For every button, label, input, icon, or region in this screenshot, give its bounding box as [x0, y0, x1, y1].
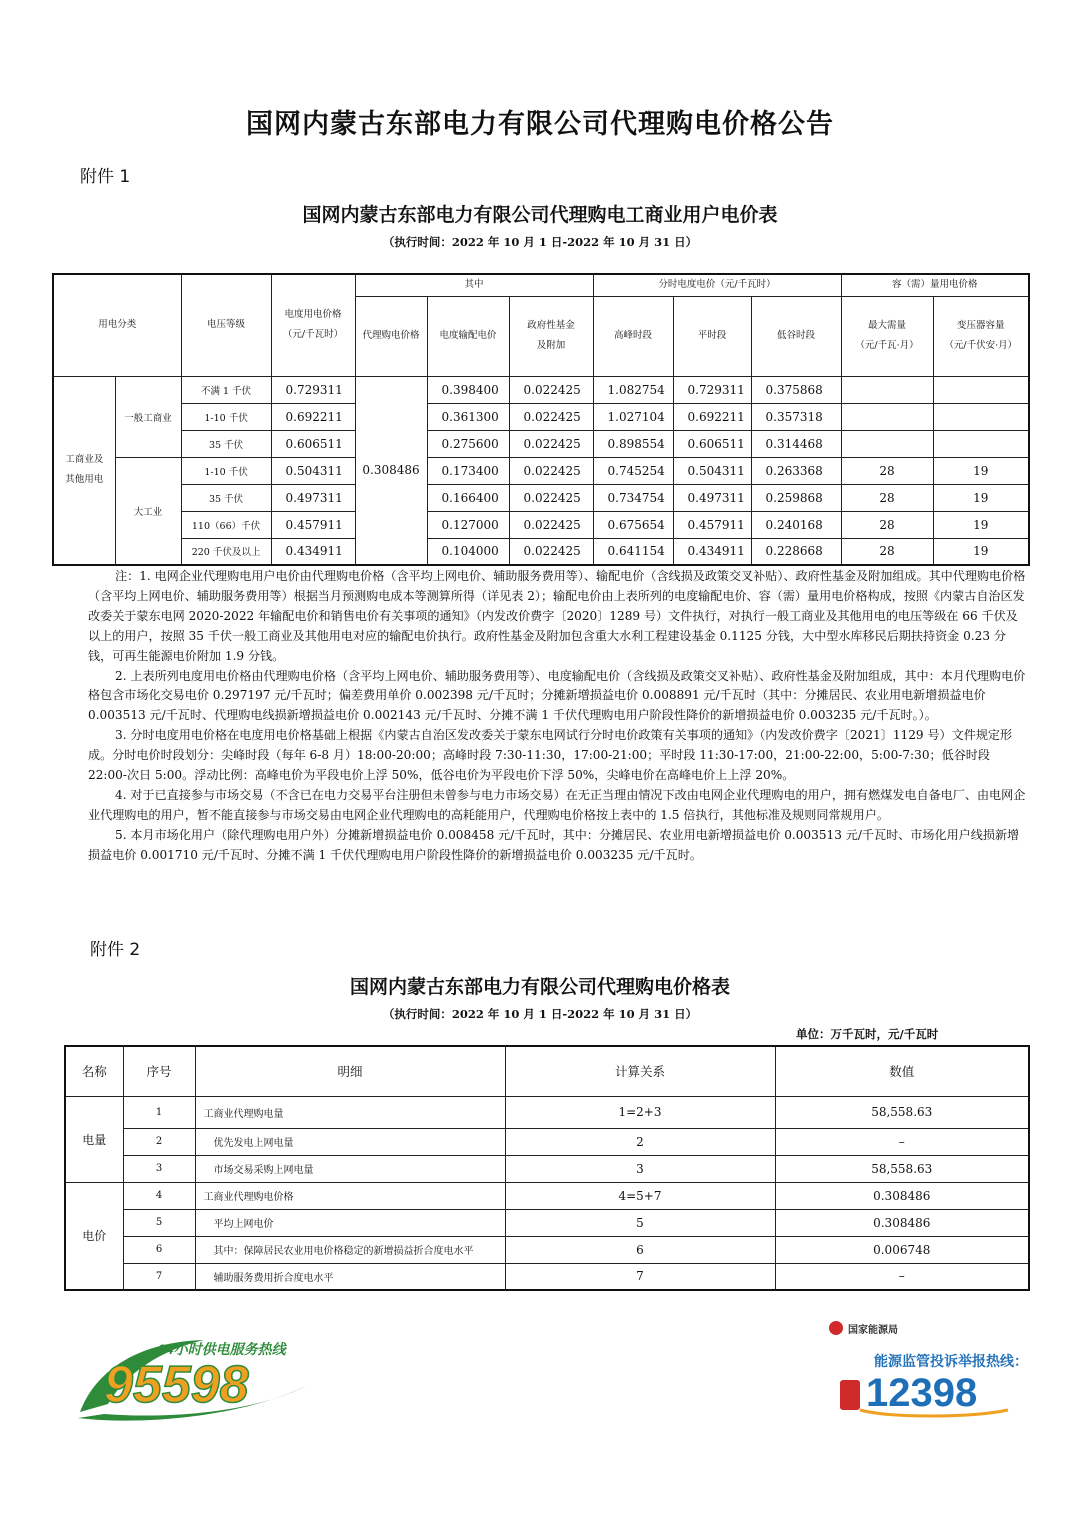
flat-cell: 0.606511 [673, 430, 751, 457]
hotline-95598-number: 95598 [104, 1356, 249, 1414]
voltage-cell: 35 千伏 [181, 484, 271, 511]
max-demand-cell [841, 403, 933, 430]
note-1: 注：1. 电网企业代理购电用户电价由代理购电价格（含平均上网电价、辅助服务费用等）、输配电价（含线损及政策交叉补贴）、政府性基金及附加组成。其中代理购电价格（含平均上网电价、辅助服务费用等）根据当月预测购电成本等测算所得（详见表 2）；输配电价由上表所列的电度输配电价、容（需）量用电价格构成，按照《内蒙古自治区发改委关于蒙东电网 2020-2022 年输配电价和销售电价有关事项的通知》（内发改价费字〔2020〕1289 号）文件执行，对执行一般工商业及其他用电的电压等级在 66 千伏及以上的用户，按照 35 千伏一般工商业及其他用电对应的输配电价执行。政府性基金及附加包含重大水利工程建设基金 0.1125 分钱，大中型水库移民后期扶持资金 0.23 分钱，可再生能源电价附加 1.9 分钱。 [88, 569, 1026, 663]
valley-cell: 0.375868 [751, 376, 841, 403]
valley-cell: 0.357318 [751, 403, 841, 430]
header-capacity: 容（需）量用电价格 [841, 274, 1029, 296]
header-max-demand-unit: （元/千瓦·月） [855, 340, 919, 351]
price-cell: 0.434911 [271, 538, 355, 565]
transformer-cell [933, 430, 1029, 457]
peak-cell: 1.027104 [593, 403, 673, 430]
agency-price-cell: 0.308486 [355, 376, 427, 565]
fund-cell: 0.022425 [509, 430, 593, 457]
transformer-cell: 19 [933, 538, 1029, 565]
note-4: 4. 对于已直接参与市场交易（不含已在电力交易平台注册但未曾参与电力市场交易）在无正当理由情况下改由电网企业代理购电的用户，拥有燃煤发电自备电厂、由电网企业代理购电的用户，暂不能直接参与市场交易由电网企业代理购电的高耗能用户，代理购电价格按上表中的 1.5 倍执行，其他标准及规则同常规用户。 [88, 787, 1026, 822]
calc-cell: 7 [505, 1263, 775, 1290]
calc-cell: 2 [505, 1128, 775, 1155]
table-row [65, 1155, 1029, 1182]
value-cell: 0.308486 [775, 1209, 1029, 1236]
valley-cell: 0.228668 [751, 538, 841, 565]
transformer-cell: 19 [933, 511, 1029, 538]
calc-cell: 3 [505, 1155, 775, 1182]
header-of-which: 其中 [355, 274, 593, 296]
transformer-cell: 19 [933, 484, 1029, 511]
transmission-cell: 0.166400 [427, 484, 509, 511]
flat-cell: 0.504311 [673, 457, 751, 484]
hotline-12398-graphic [820, 1318, 1020, 1428]
peak-cell: 0.641154 [593, 538, 673, 565]
voltage-cell: 220 千伏及以上 [181, 538, 271, 565]
fund-cell: 0.022425 [509, 511, 593, 538]
transmission-cell: 0.173400 [427, 457, 509, 484]
table-row [65, 1096, 1029, 1128]
detail-cell: 市场交易采购上网电量 [195, 1155, 505, 1182]
table-row [53, 511, 1029, 538]
max-demand-cell [841, 430, 933, 457]
price-cell: 0.606511 [271, 430, 355, 457]
attachment2-title: 国网内蒙古东部电力有限公司代理购电价格表 [349, 976, 730, 998]
peak-cell: 0.898554 [593, 430, 673, 457]
max-demand-cell [841, 376, 933, 403]
seq-cell: 5 [123, 1209, 195, 1236]
detail-cell: 其中：保障居民农业用电价格稳定的新增损益折合度电水平 [195, 1236, 505, 1263]
table-row [53, 403, 1029, 430]
transformer-cell [933, 376, 1029, 403]
value-cell: – [775, 1263, 1029, 1290]
table-row [53, 430, 1029, 457]
header-price [271, 274, 355, 376]
attachment1-title: 国网内蒙古东部电力有限公司代理购电工商业用户电价表 [302, 204, 778, 226]
transmission-cell: 0.398400 [427, 376, 509, 403]
hotline-12398-number: 12398 [866, 1371, 978, 1415]
header-name: 名称 [65, 1046, 123, 1096]
calc-cell: 6 [505, 1236, 775, 1263]
hotline-12398-logo [820, 1318, 1020, 1428]
hotline-95598-graphic [74, 1334, 314, 1424]
page-title: 国网内蒙古东部电力有限公司代理购电价格公告 [246, 109, 834, 140]
flat-cell: 0.457911 [673, 511, 751, 538]
header-value: 数值 [775, 1046, 1029, 1096]
group-energy: 电量 [65, 1096, 123, 1182]
attachment2-period: （执行时间：2022 年 10 月 1 日-2022 年 10 月 31 日） [382, 1007, 698, 1021]
voltage-cell: 35 千伏 [181, 430, 271, 457]
max-demand-cell: 28 [841, 457, 933, 484]
national-emblem-icon [829, 1321, 843, 1335]
peak-cell: 1.082754 [593, 376, 673, 403]
table-row [65, 1182, 1029, 1209]
header-detail: 明细 [195, 1046, 505, 1096]
value-cell: – [775, 1128, 1029, 1155]
peak-cell: 0.734754 [593, 484, 673, 511]
header-price-unit: （元/千瓦时） [282, 329, 344, 341]
price-cell: 0.457911 [271, 511, 355, 538]
hotline-95598-logo [74, 1334, 314, 1424]
attachment1-label: 附件 1 [80, 167, 131, 187]
header-valley: 低谷时段 [751, 296, 841, 376]
header-calc: 计算关系 [505, 1046, 775, 1096]
flat-cell: 0.729311 [673, 376, 751, 403]
attachment1-period: （执行时间：2022 年 10 月 1 日-2022 年 10 月 31 日） [382, 235, 698, 249]
attachment2-label: 附件 2 [90, 940, 141, 960]
valley-cell: 0.240168 [751, 511, 841, 538]
phone-icon [840, 1380, 860, 1410]
valley-cell: 0.259868 [751, 484, 841, 511]
detail-cell: 平均上网电价 [195, 1209, 505, 1236]
header-fund [509, 296, 593, 376]
subgroup-large: 大工业 [115, 457, 181, 565]
price-cell: 0.729311 [271, 376, 355, 403]
fund-cell: 0.022425 [509, 484, 593, 511]
table-row [53, 484, 1029, 511]
header-fund-line1: 政府性基金 [527, 320, 575, 331]
group-label-line1: 工商业及 [65, 454, 104, 466]
notes [88, 567, 1028, 866]
transmission-cell: 0.275600 [427, 430, 509, 457]
fund-cell: 0.022425 [509, 457, 593, 484]
table-row [53, 457, 1029, 484]
header-price-label: 电度用电价格 [284, 309, 342, 321]
detail-cell: 辅助服务费用折合度电水平 [195, 1263, 505, 1290]
unit-label: 单位：万千瓦时，元/千瓦时 [796, 1027, 939, 1041]
header-transformer-unit: （元/千伏安·月） [944, 340, 1018, 351]
group-label [53, 376, 115, 565]
detail-cell: 工商业代理购电量 [195, 1096, 505, 1128]
subgroup-general: 一般工商业 [115, 376, 181, 457]
header-flat: 平时段 [673, 296, 751, 376]
calc-cell: 4=5+7 [505, 1182, 775, 1209]
fund-cell: 0.022425 [509, 538, 593, 565]
note-2: 2. 上表所列电度用电价格由代理购电价格（含平均上网电价、辅助服务费用等）、电度输配电价（含线损及政策交叉补贴）、政府性基金及附加组成，其中：本月代理购电价格包含市场化交易电价 0.297197 元/千瓦时；偏差费用单价 0.002398 元/千瓦时；分摊新增损益电价 0.008891 元/千瓦时（其中：分摊居民、农业用电新增损益电价 0.003513 元/千瓦时、代理购电线损新增损益电价 0.002143 元/千瓦时、分摊不满 1 千伏代理购电用户阶段性降价的新增损益电价 0.003235 元/千瓦时。）。 [88, 668, 1026, 723]
transformer-cell [933, 403, 1029, 430]
group-price: 电价 [65, 1182, 123, 1290]
table-row [65, 1236, 1029, 1263]
note-3: 3. 分时电度用电价格在电度用电价格基础上根据《内蒙古自治区发改委关于蒙东电网试行分时电价政策有关事项的通知》（内发改价费字〔2021〕1129 号）文件规定形成。分时电价时段划分：尖峰时段（每年 6-8 月）18:00-20:00；高峰时段 7:30-11:30，17:00-21:00；平时段 11:30-17:00，21:00-22:00，5:00-7:30；低谷时段 22:00-次日 5:00。浮动比例：高峰电价为平段电价上浮 50%，低谷电价为平段电价下浮 50%，尖峰电价在高峰电价上上浮 20%。 [88, 728, 1013, 783]
header-category: 用电分类 [53, 274, 181, 376]
seq-cell: 6 [123, 1236, 195, 1263]
voltage-cell: 不满 1 千伏 [181, 376, 271, 403]
flat-cell: 0.434911 [673, 538, 751, 565]
value-cell: 0.006748 [775, 1236, 1029, 1263]
calc-cell: 1=2+3 [505, 1096, 775, 1128]
agency-price-table [64, 1045, 1030, 1291]
seq-cell: 4 [123, 1182, 195, 1209]
flat-cell: 0.692211 [673, 403, 751, 430]
transmission-cell: 0.127000 [427, 511, 509, 538]
peak-cell: 0.675654 [593, 511, 673, 538]
voltage-cell: 110（66）千伏 [181, 511, 271, 538]
max-demand-cell: 28 [841, 511, 933, 538]
header-peak: 高峰时段 [593, 296, 673, 376]
price-cell: 0.692211 [271, 403, 355, 430]
header-transformer [933, 296, 1029, 376]
table-row [53, 538, 1029, 565]
peak-cell: 0.745254 [593, 457, 673, 484]
transmission-cell: 0.361300 [427, 403, 509, 430]
voltage-cell: 1-10 千伏 [181, 457, 271, 484]
detail-cell: 优先发电上网电量 [195, 1128, 505, 1155]
nea-name: 国家能源局 [848, 1325, 898, 1336]
header-voltage: 电压等级 [181, 274, 271, 376]
max-demand-cell: 28 [841, 538, 933, 565]
header-fund-line2: 及附加 [536, 340, 566, 351]
value-cell: 58,558.63 [775, 1096, 1029, 1128]
price-cell: 0.504311 [271, 457, 355, 484]
fund-cell: 0.022425 [509, 376, 593, 403]
seq-cell: 7 [123, 1263, 195, 1290]
hotline-95598-caption: 24小时供电服务热线 [158, 1341, 286, 1357]
transformer-cell: 19 [933, 457, 1029, 484]
tariff-table [52, 273, 1030, 566]
fund-cell: 0.022425 [509, 403, 593, 430]
hotline-12398-caption: 能源监管投诉举报热线： [874, 1353, 1020, 1369]
valley-cell: 0.314468 [751, 430, 841, 457]
header-max-demand [841, 296, 933, 376]
max-demand-cell: 28 [841, 484, 933, 511]
header-seq: 序号 [123, 1046, 195, 1096]
valley-cell: 0.263368 [751, 457, 841, 484]
header-tou: 分时电度电价（元/千瓦时） [593, 274, 841, 296]
transmission-cell: 0.104000 [427, 538, 509, 565]
header-transmission: 电度输配电价 [427, 296, 509, 376]
table-row [65, 1263, 1029, 1290]
header-agency-price: 代理购电价格 [355, 296, 427, 376]
table-row [65, 1128, 1029, 1155]
table-row [65, 1209, 1029, 1236]
detail-cell: 工商业代理购电价格 [195, 1182, 505, 1209]
calc-cell: 5 [505, 1209, 775, 1236]
table-row [53, 376, 1029, 403]
price-cell: 0.497311 [271, 484, 355, 511]
header-max-demand-label: 最大需量 [868, 320, 907, 331]
voltage-cell: 1-10 千伏 [181, 403, 271, 430]
header-transformer-label: 变压器容量 [957, 320, 1005, 331]
flat-cell: 0.497311 [673, 484, 751, 511]
value-cell: 58,558.63 [775, 1155, 1029, 1182]
seq-cell: 3 [123, 1155, 195, 1182]
group-label-line2: 其他用电 [65, 474, 104, 486]
value-cell: 0.308486 [775, 1182, 1029, 1209]
seq-cell: 2 [123, 1128, 195, 1155]
seq-cell: 1 [123, 1096, 195, 1128]
note-5: 5. 本月市场化用户（除代理购电用户外）分摊新增损益电价 0.008458 元/千瓦时，其中：分摊居民、农业用电新增损益电价 0.003513 元/千瓦时、市场化用户线损新增损益电价 0.001710 元/千瓦时、分摊不满 1 千伏代理购电用户阶段性降价的新增损益电价 0.003235 元/千瓦时。 [88, 827, 1020, 862]
